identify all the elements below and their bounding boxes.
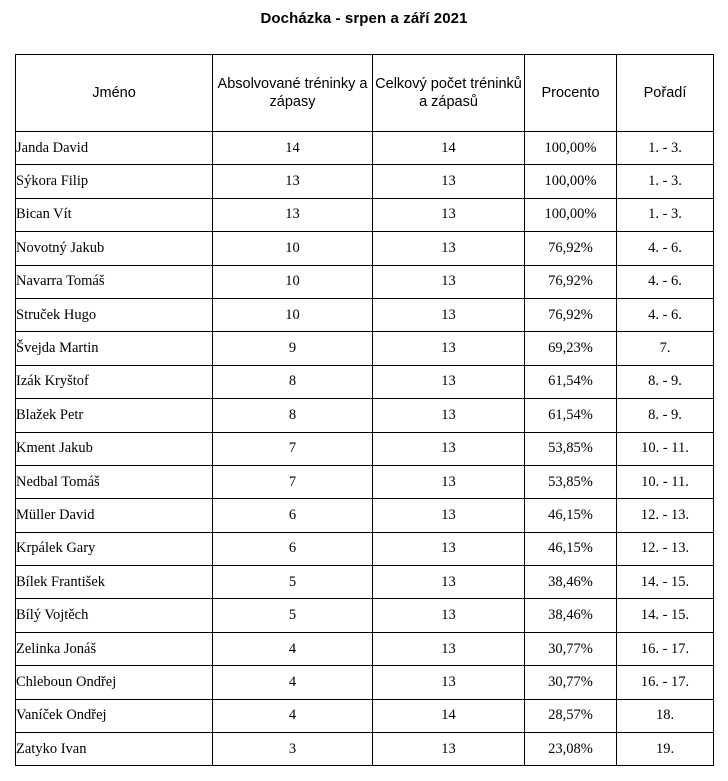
- cell-percent: 100,00%: [525, 165, 617, 198]
- cell-player-name: Izák Kryštof: [16, 365, 213, 398]
- cell-attended-count: 8: [213, 365, 373, 398]
- cell-attended-count: 13: [213, 165, 373, 198]
- table-row: [16, 699, 714, 732]
- cell-total-count: 13: [373, 365, 525, 398]
- cell-percent: 30,77%: [525, 666, 617, 699]
- cell-total-count: 13: [373, 632, 525, 665]
- cell-total-count: 13: [373, 532, 525, 565]
- cell-player-name: Bílý Vojtěch: [16, 599, 213, 632]
- cell-percent: 69,23%: [525, 332, 617, 365]
- cell-total-count: 13: [373, 198, 525, 231]
- cell-percent: 28,57%: [525, 699, 617, 732]
- table-row: [16, 666, 714, 699]
- cell-rank: 10. - 11.: [617, 465, 714, 498]
- cell-percent: 100,00%: [525, 132, 617, 165]
- cell-player-name: Zatyko Ivan: [16, 733, 213, 766]
- column-header-rank: Pořadí: [617, 55, 714, 132]
- cell-player-name: Bican Vít: [16, 198, 213, 231]
- cell-total-count: 13: [373, 432, 525, 465]
- cell-rank: 18.: [617, 699, 714, 732]
- attendance-table-container: [15, 54, 713, 766]
- cell-rank: 8. - 9.: [617, 399, 714, 432]
- cell-attended-count: 7: [213, 432, 373, 465]
- table-row: [16, 532, 714, 565]
- cell-attended-count: 8: [213, 399, 373, 432]
- table-row: [16, 298, 714, 331]
- cell-total-count: 13: [373, 232, 525, 265]
- cell-total-count: 13: [373, 265, 525, 298]
- column-header-attended: Absolvované tréninky a zápasy: [213, 55, 373, 132]
- column-header-total: Celkový počet tréninků a zápasů: [373, 55, 525, 132]
- cell-attended-count: 5: [213, 599, 373, 632]
- cell-player-name: Zelinka Jonáš: [16, 632, 213, 665]
- cell-rank: 4. - 6.: [617, 298, 714, 331]
- cell-percent: 53,85%: [525, 432, 617, 465]
- cell-attended-count: 6: [213, 499, 373, 532]
- cell-total-count: 13: [373, 298, 525, 331]
- cell-percent: 100,00%: [525, 198, 617, 231]
- cell-rank: 10. - 11.: [617, 432, 714, 465]
- cell-attended-count: 7: [213, 465, 373, 498]
- table-header: [16, 55, 714, 132]
- cell-percent: 61,54%: [525, 399, 617, 432]
- table-row: [16, 265, 714, 298]
- cell-percent: 38,46%: [525, 599, 617, 632]
- cell-rank: 4. - 6.: [617, 265, 714, 298]
- cell-attended-count: 3: [213, 733, 373, 766]
- cell-total-count: 13: [373, 332, 525, 365]
- cell-player-name: Blažek Petr: [16, 399, 213, 432]
- cell-player-name: Kment Jakub: [16, 432, 213, 465]
- table-row: [16, 465, 714, 498]
- column-header-percent: Procento: [525, 55, 617, 132]
- table-body: [16, 132, 714, 766]
- cell-player-name: Švejda Martin: [16, 332, 213, 365]
- cell-percent: 76,92%: [525, 265, 617, 298]
- cell-total-count: 13: [373, 733, 525, 766]
- table-row: [16, 232, 714, 265]
- column-header-name: Jméno: [16, 55, 213, 132]
- cell-player-name: Vaníček Ondřej: [16, 699, 213, 732]
- cell-player-name: Navarra Tomáš: [16, 265, 213, 298]
- cell-rank: 16. - 17.: [617, 666, 714, 699]
- cell-rank: 19.: [617, 733, 714, 766]
- cell-player-name: Novotný Jakub: [16, 232, 213, 265]
- cell-total-count: 13: [373, 465, 525, 498]
- cell-total-count: 14: [373, 132, 525, 165]
- cell-rank: 16. - 17.: [617, 632, 714, 665]
- cell-player-name: Sýkora Filip: [16, 165, 213, 198]
- cell-rank: 8. - 9.: [617, 365, 714, 398]
- table-row: [16, 733, 714, 766]
- cell-player-name: Bílek František: [16, 566, 213, 599]
- cell-total-count: 13: [373, 566, 525, 599]
- table-row: [16, 566, 714, 599]
- cell-player-name: Müller David: [16, 499, 213, 532]
- cell-percent: 23,08%: [525, 733, 617, 766]
- cell-total-count: 13: [373, 599, 525, 632]
- cell-player-name: Janda David: [16, 132, 213, 165]
- cell-attended-count: 4: [213, 666, 373, 699]
- cell-total-count: 13: [373, 399, 525, 432]
- cell-percent: 53,85%: [525, 465, 617, 498]
- cell-attended-count: 5: [213, 566, 373, 599]
- table-row: [16, 332, 714, 365]
- cell-player-name: Krpálek Gary: [16, 532, 213, 565]
- cell-attended-count: 10: [213, 265, 373, 298]
- cell-rank: 4. - 6.: [617, 232, 714, 265]
- cell-attended-count: 10: [213, 298, 373, 331]
- cell-player-name: Struček Hugo: [16, 298, 213, 331]
- cell-percent: 76,92%: [525, 232, 617, 265]
- table-row: [16, 165, 714, 198]
- cell-percent: 30,77%: [525, 632, 617, 665]
- cell-attended-count: 13: [213, 198, 373, 231]
- table-row: [16, 198, 714, 231]
- table-row: [16, 499, 714, 532]
- cell-percent: 46,15%: [525, 499, 617, 532]
- cell-player-name: Chleboun Ondřej: [16, 666, 213, 699]
- cell-rank: 7.: [617, 332, 714, 365]
- cell-rank: 14. - 15.: [617, 566, 714, 599]
- attendance-table: [15, 54, 714, 766]
- cell-attended-count: 10: [213, 232, 373, 265]
- cell-attended-count: 6: [213, 532, 373, 565]
- cell-player-name: Nedbal Tomáš: [16, 465, 213, 498]
- table-header-row: [16, 55, 714, 132]
- cell-attended-count: 14: [213, 132, 373, 165]
- table-row: [16, 399, 714, 432]
- cell-attended-count: 4: [213, 632, 373, 665]
- cell-percent: 46,15%: [525, 532, 617, 565]
- cell-percent: 61,54%: [525, 365, 617, 398]
- cell-rank: 1. - 3.: [617, 132, 714, 165]
- cell-rank: 14. - 15.: [617, 599, 714, 632]
- cell-attended-count: 9: [213, 332, 373, 365]
- table-row: [16, 432, 714, 465]
- page-title: Docházka - srpen a září 2021: [260, 10, 468, 27]
- cell-rank: 12. - 13.: [617, 499, 714, 532]
- cell-percent: 76,92%: [525, 298, 617, 331]
- table-row: [16, 132, 714, 165]
- cell-rank: 1. - 3.: [617, 198, 714, 231]
- cell-total-count: 13: [373, 165, 525, 198]
- table-row: [16, 365, 714, 398]
- cell-rank: 12. - 13.: [617, 532, 714, 565]
- cell-total-count: 13: [373, 499, 525, 532]
- cell-total-count: 14: [373, 699, 525, 732]
- cell-rank: 1. - 3.: [617, 165, 714, 198]
- cell-total-count: 13: [373, 666, 525, 699]
- table-row: [16, 632, 714, 665]
- table-row: [16, 599, 714, 632]
- cell-percent: 38,46%: [525, 566, 617, 599]
- cell-attended-count: 4: [213, 699, 373, 732]
